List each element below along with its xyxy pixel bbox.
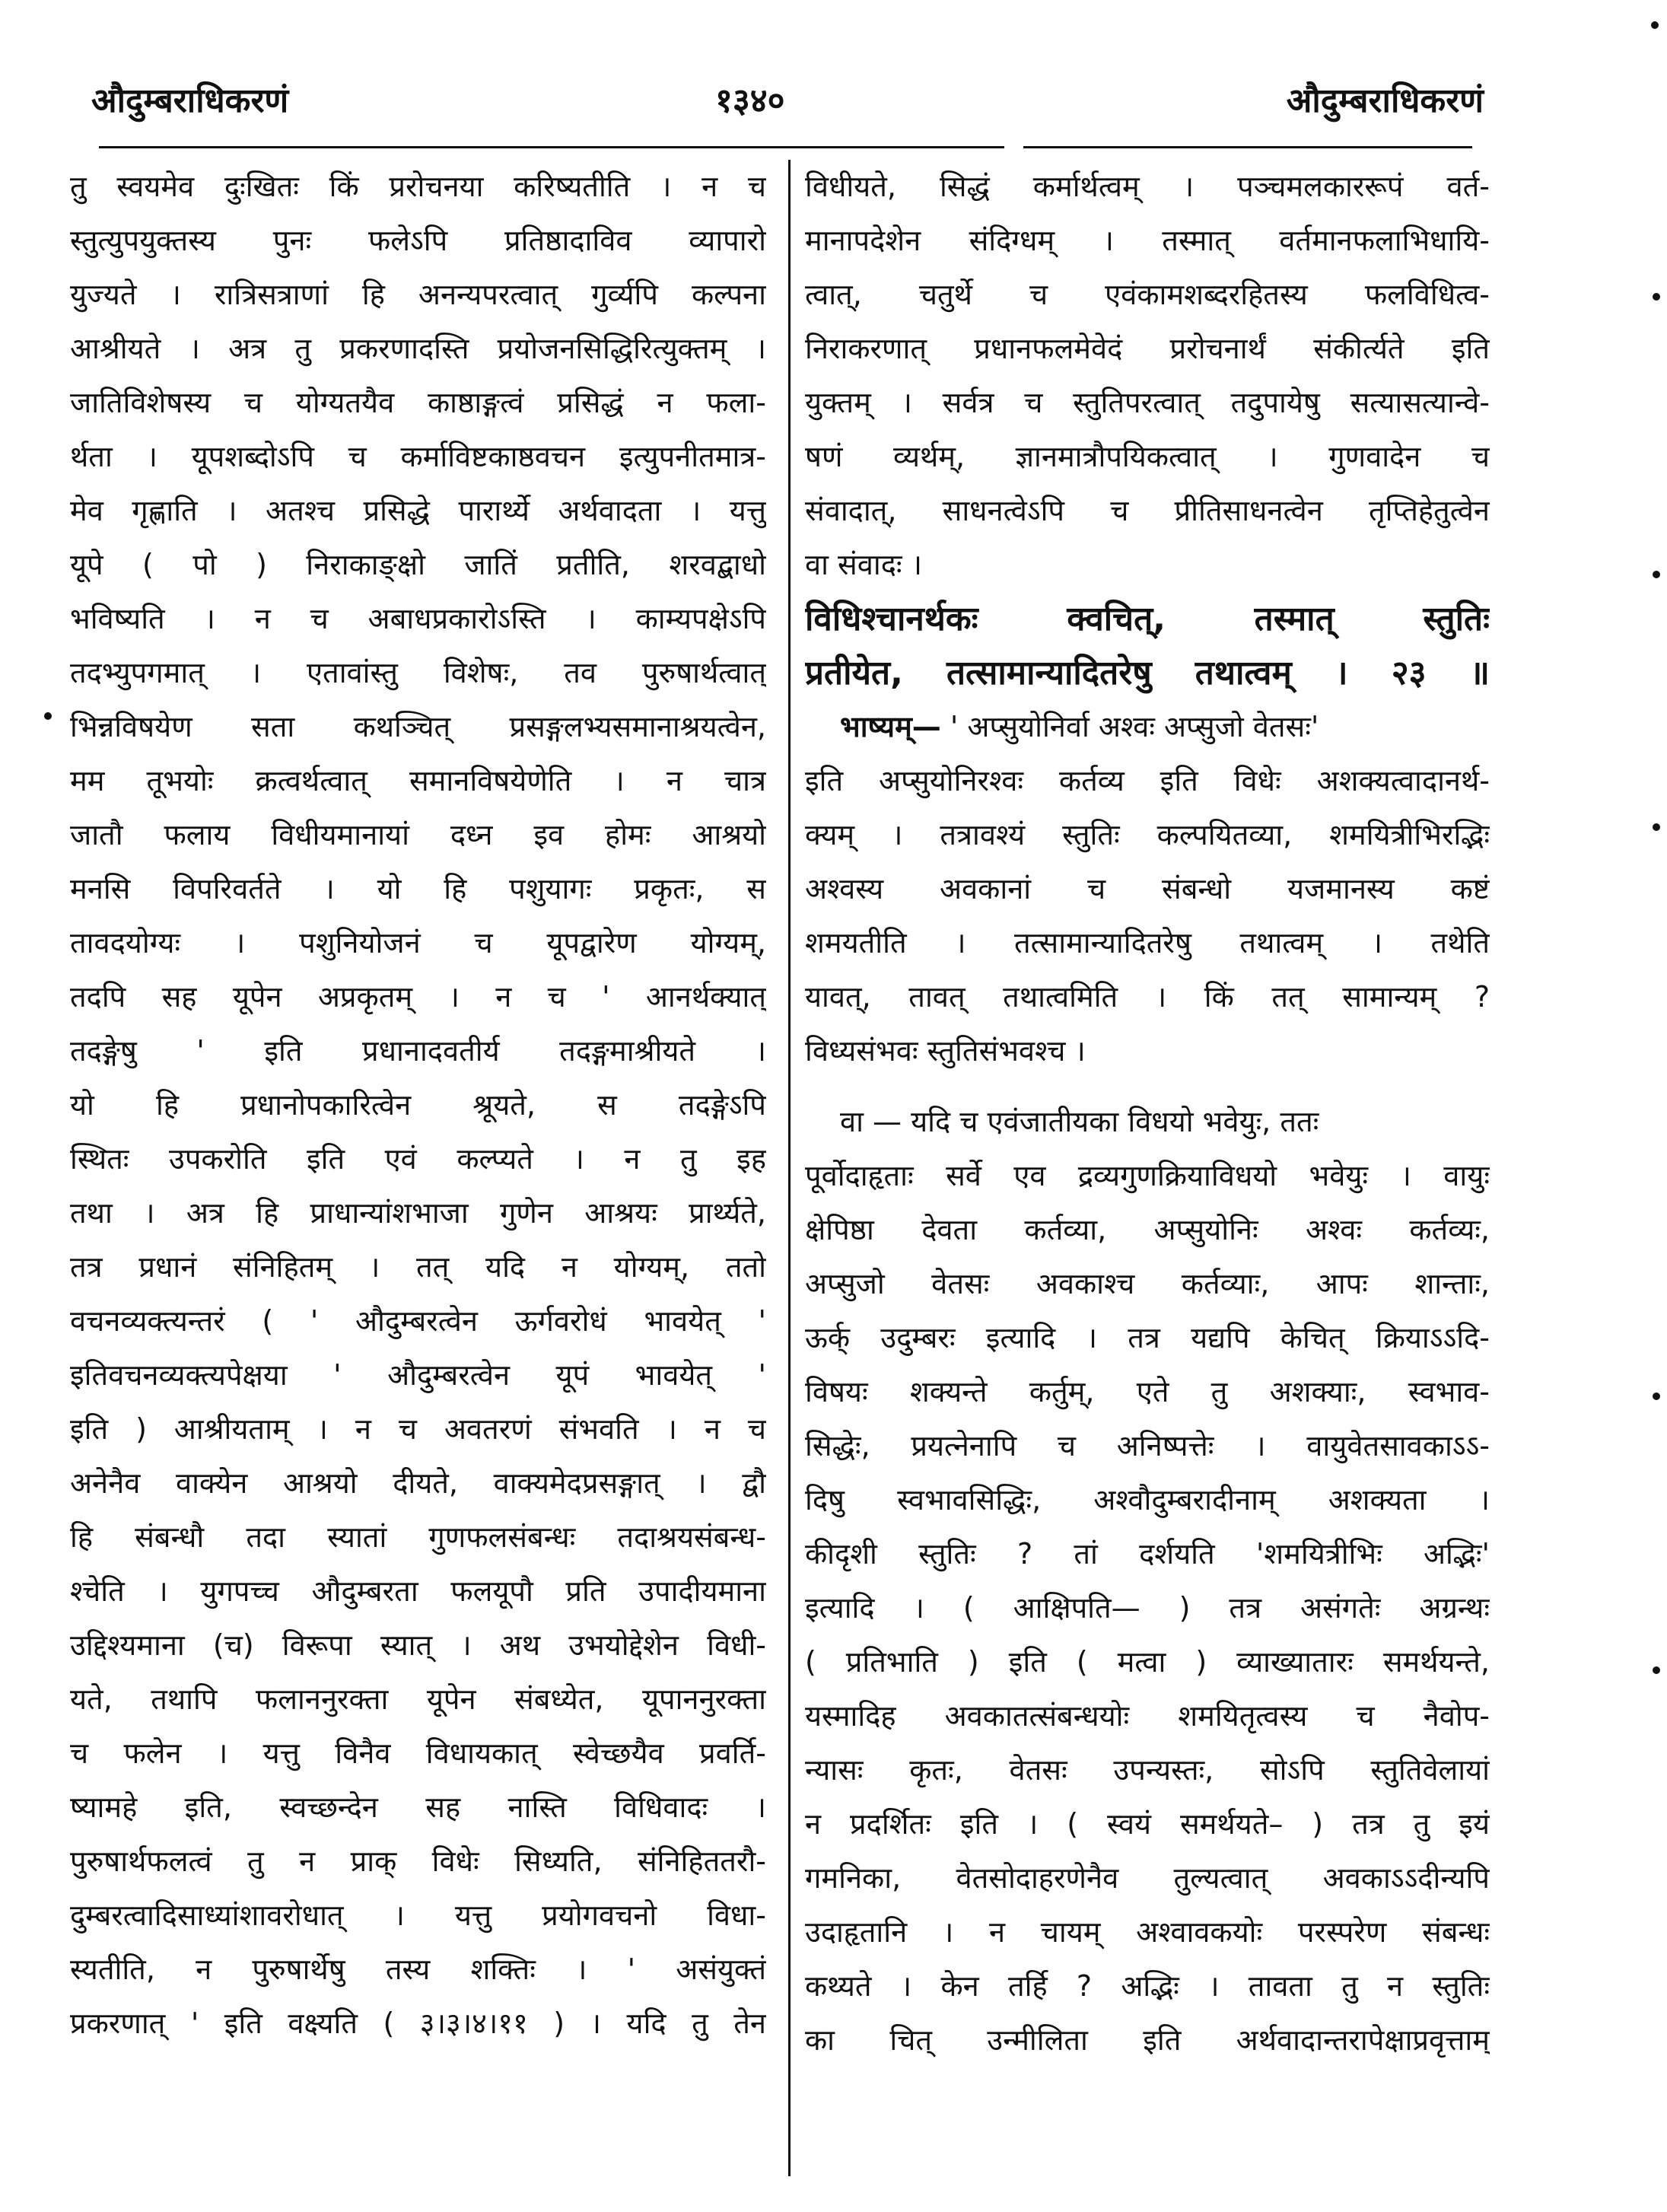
commentary-line: वा संवादः । (805, 548, 923, 581)
vartika-label: वा — (840, 1105, 902, 1138)
bhashya-line: अश्वस्य अवकानां च संबन्धो यजमानस्य कष्टं (805, 872, 1490, 905)
vartika-line: ऊर्क् उदुम्बरः इत्यादि । तत्र यद्यपि केचित् क्रियाऽऽदि- (805, 1321, 1490, 1354)
left-text-line: श्चेति । युगपच्च औदुम्बरता फलयूपौ प्रति उपादीयमाना (70, 1574, 766, 1608)
left-text-line: तत्र प्रधानं संनिहितम् । तत् यदि न योग्यम्, ततो (70, 1250, 766, 1284)
vartika-line: क्षेपिष्ठा देवता कर्तव्या, अप्सुयोनिः अश्वः कर्तव्यः, (805, 1213, 1490, 1246)
left-text-line: वचनव्यक्त्यन्तरं ( ' औदुम्बरत्वेन ऊर्गवरोधं भावयेत् ' (70, 1304, 766, 1338)
left-text-line: मेव गृह्णाति । अतश्च प्रसिद्धे पारार्थ्ये अर्थवादता । यत्तु (70, 494, 766, 527)
bhashya-text: ' अप्सुयोनिर्वा अश्वः अप्सुजो वेतसः' (940, 710, 1319, 743)
bhashya-line: विध्यसंभवः स्तुतिसंभवश्च । (805, 1034, 1086, 1068)
left-text-line: स्थितः उपकरोति इति एवं कल्प्यते । न तु इह (70, 1142, 766, 1176)
left-text-line: तावदयोग्यः । पशुनियोजनं च यूपद्वारेण योग्यम्, (70, 926, 766, 960)
column-divider (788, 160, 791, 2176)
left-text-line: दुम्बरत्वादिसाध्यांशावरोधात् । यत्तु प्रयोगवचनो विधा- (70, 1899, 766, 1932)
vartika-line: न्यासः कृतः, वेतसः उपन्यस्तः, सोऽपि स्तुतिवेलायां (805, 1753, 1490, 1787)
vartika-line: दिषु स्वभावसिद्धिः, अश्वौदुम्बरादीनाम् अशक्यता । (805, 1483, 1490, 1517)
commentary-line: विधीयते, सिद्धं कर्मार्थत्वम् । पञ्चमलकाररूपं वर्त- (805, 170, 1490, 203)
margin-mark (1653, 823, 1660, 831)
left-text-line: इतिवचनव्यक्त्यपेक्षया ' औदुम्बरत्वेन यूपं भावयेत् ' (70, 1358, 766, 1392)
left-text-line: युज्यते । रात्रिसत्राणां हि अनन्यपरत्वात् गुर्व्यपि कल्पना (70, 278, 766, 311)
margin-mark (1653, 1392, 1660, 1400)
left-text-line: तथा । अत्र हि प्राधान्यांशभाजा गुणेन आश्रयः प्रार्थ्यते, (70, 1196, 766, 1230)
left-text-line: तदपि सह यूपेन अप्रकृतम् । न च ' आनर्थक्यात् (70, 980, 766, 1014)
left-text-line: अनेनैव वाक्येन आश्रयो दीयते, वाक्यमेदप्रसङ्गात् । द्वौ (70, 1466, 766, 1500)
left-column (70, 160, 766, 2051)
left-text-line: ष्यामहे इति, स्वच्छन्देन सह नास्ति विधिवादः । (70, 1790, 766, 1824)
right-column (805, 160, 1490, 2067)
left-text-line: जातौ फलाय विधीयमानायां दध्न इव होमः आश्रयो (70, 818, 766, 851)
vartika-line: ( प्रतिभाति ) इति ( मत्वा ) व्याख्यातारः समर्थयन्ते, (805, 1645, 1490, 1679)
sutra-line: प्रतीयेत, तत्सामान्यादितरेषु तथात्वम् । २३ ॥ (805, 654, 1490, 692)
page-header (53, 76, 1484, 137)
left-text-line: स्यतीति, न पुरुषार्थेषु तस्य शक्तिः । ' असंयुक्तं (70, 1953, 766, 1986)
vartika-line: इत्यादि । ( आक्षिपति— ) तत्र असंगतेः अग्रन्थः (805, 1591, 1490, 1625)
margin-mark (1653, 293, 1660, 301)
margin-mark (1653, 571, 1660, 578)
header-rule-right (1023, 146, 1472, 148)
vartika-line: कीदृशी स्तुतिः ? तां दर्शयति 'शमयित्रीभिः अद्भिः' (805, 1537, 1490, 1571)
bhashya-first-line (805, 700, 1490, 754)
left-text-line: इति ) आश्रीयताम् । न च अवतरणं संभवति । न च (70, 1412, 766, 1446)
header-rule-left (99, 146, 1004, 148)
left-text-line: हि संबन्धौ तदा स्यातां गुणफलसंबन्धः तदाश्रयसंबन्ध- (70, 1520, 766, 1554)
left-text-line: यते, तथापि फलाननुरक्ता यूपेन संबध्येत, यूपाननुरक्ता (70, 1682, 766, 1716)
left-text-line: तदभ्युपगमात् । एतावांस्तु विशेषः, तव पुरुषार्थत्वात् (70, 656, 766, 689)
left-text-line: यो हि प्रधानोपकारित्वेन श्रूयते, स तदङ्गेऽपि (70, 1088, 766, 1122)
left-text-line: उद्दिश्यमाना (च) विरूपा स्यात् । अथ उभयोद्देशेन विधी- (70, 1628, 766, 1662)
left-text-line: आश्रीयते । अत्र तु प्रकरणादस्ति प्रयोजनसिद्धिरित्युक्तम् । (70, 332, 766, 365)
bhashya-line: क्यम् । तत्रावश्यं स्तुतिः कल्पयितव्या, शमयित्रीभिरद्भिः (805, 818, 1490, 851)
vartika-line: का चित् उन्मीलिता इति अर्थवादान्तरापेक्षाप्रवृत्ताम् (805, 2023, 1490, 2057)
bhashya-line: शमयतीति । तत्सामान्यादितरेषु तथात्वम् । तथेति (805, 926, 1490, 960)
vartika-line: सिद्धेः, प्रयत्नेनापि च अनिष्पत्तेः । वायुवेतसावकाऽऽ- (805, 1429, 1490, 1462)
vartika-line: अप्सुजो वेतसः अवकाश्च कर्तव्याः, आपः शान्ताः, (805, 1267, 1490, 1300)
left-text-line: भविष्यति । न च अबाधप्रकारोऽस्ति । काम्यपक्षेऽपि (70, 602, 766, 635)
vartika-line: यस्मादिह अवकातत्संबन्धयोः शमयितृत्वस्य च नैवोप- (805, 1699, 1490, 1733)
margin-mark (1653, 1666, 1660, 1674)
bhashya-label: भाष्यम्— (840, 710, 941, 743)
margin-mark (44, 712, 52, 720)
running-title-left: औदुम्बराधिकरणं (91, 81, 289, 120)
left-text-line: यूपे ( पो ) निराकाङ्क्षो जातिं प्रतीति, शरवद्बाधो (70, 548, 766, 581)
left-text-line: प्रकरणात् ' इति वक्ष्यति ( ३।३।४।११ ) । यदि तु तेन (70, 2007, 766, 2040)
page-number: १३४० (715, 81, 785, 120)
left-text-line: पुरुषार्थफलत्वं तु न प्राक् विधेः सिध्यति, संनिहिततरौ- (70, 1844, 766, 1878)
left-text-line: मम तूभयोः क्रत्वर्थत्वात् समानविषयेणेति । न चात्र (70, 764, 766, 797)
vartika-line: कथ्यते । केन तर्हि ? अद्भिः । तावता तु न स्तुतिः (805, 1969, 1490, 2003)
paragraph-gap (805, 1078, 1490, 1095)
vartika-first-line (805, 1095, 1490, 1149)
left-text-line: च फलेन । यत्तु विनैव विधायकात् स्वेच्छयैव प्रवर्ति- (70, 1736, 766, 1770)
vartika-text: यदि च एवंजातीयका विधयो भवेयुः, ततः (902, 1105, 1319, 1138)
bhashya-line: इति अप्सुयोनिरश्वः कर्तव्य इति विधेः अशक्यत्वादानर्थ- (805, 764, 1490, 797)
left-text-line: भिन्नविषयेण सता कथञ्चित् प्रसङ्गलभ्यसमानाश्रयत्वेन, (70, 710, 766, 743)
vartika-line: पूर्वोदाहृताः सर्वे एव द्रव्यगुणक्रियाविधयो भवेयुः । वायुः (805, 1159, 1490, 1192)
left-text-line: र्थता । यूपशब्दोऽपि च कर्माविष्टकाष्ठवचन इत्युपनीतमात्र- (70, 440, 766, 473)
commentary-line: षणं व्यर्थम्, ज्ञानमात्रौपयिकत्वात् । गुणवादेन च (805, 440, 1490, 473)
left-text-line: मनसि विपरिवर्तते । यो हि पशुयागः प्रकृतः, स (70, 872, 766, 905)
vartika-line: न प्रदर्शितः इति । ( स्वयं समर्थयते– ) तत्र तु इयं (805, 1807, 1490, 1841)
commentary-line: निराकरणात् प्रधानफलमेवेदं प्ररोचनार्थं संकीर्त्यते इति (805, 332, 1490, 365)
commentary-line: मानापदेशेन संदिग्धम् । तस्मात् वर्तमानफलाभिधायि- (805, 224, 1490, 257)
bhashya-line: यावत्, तावत् तथात्वमिति । किं तत् सामान्यम् ? (805, 980, 1490, 1014)
vartika-line: विषयः शक्यन्ते कर्तुम्, एते तु अशक्याः, स्वभाव- (805, 1375, 1490, 1408)
running-title-right: औदुम्बराधिकरणं (1286, 81, 1484, 120)
left-text-line: जातिविशेषस्य च योग्यतयैव काष्ठाङ्गत्वं प्रसिद्धं न फला- (70, 386, 766, 419)
sutra-line: विधिश्चानर्थकः क्वचित्, तस्मात् स्तुतिः (805, 600, 1490, 638)
left-text-line: तु स्वयमेव दुःखितः किं प्ररोचनया करिष्यतीति । न च (70, 170, 766, 203)
vartika-line: उदाहृतानि । न चायम् अश्वावकयोः परस्परेण संबन्धः (805, 1915, 1490, 1949)
margin-mark (1651, 21, 1659, 29)
commentary-line: त्वात्, चतुर्थे च एवंकामशब्दरहितस्य फलविधित्व- (805, 278, 1490, 311)
left-text-line: तदङ्गेषु ' इति प्रधानादवतीर्य तदङ्गमाश्रीयते । (70, 1034, 766, 1068)
commentary-line: युक्तम् । सर्वत्र च स्तुतिपरत्वात् तदुपायेषु सत्यासत्यान्वे- (805, 386, 1490, 419)
commentary-line: संवादात्, साधनत्वेऽपि च प्रीतिसाधनत्वेन तृप्तिहेतुत्वेन (805, 494, 1490, 527)
vartika-line: गमनिका, वेतसोदाहरणेनैव तुल्यत्वात् अवकाऽऽदीन्यपि (805, 1861, 1490, 1895)
left-text-line: स्तुत्युपयुक्तस्य पुनः फलेऽपि प्रतिष्ठादाविव व्यापारो (70, 224, 766, 257)
